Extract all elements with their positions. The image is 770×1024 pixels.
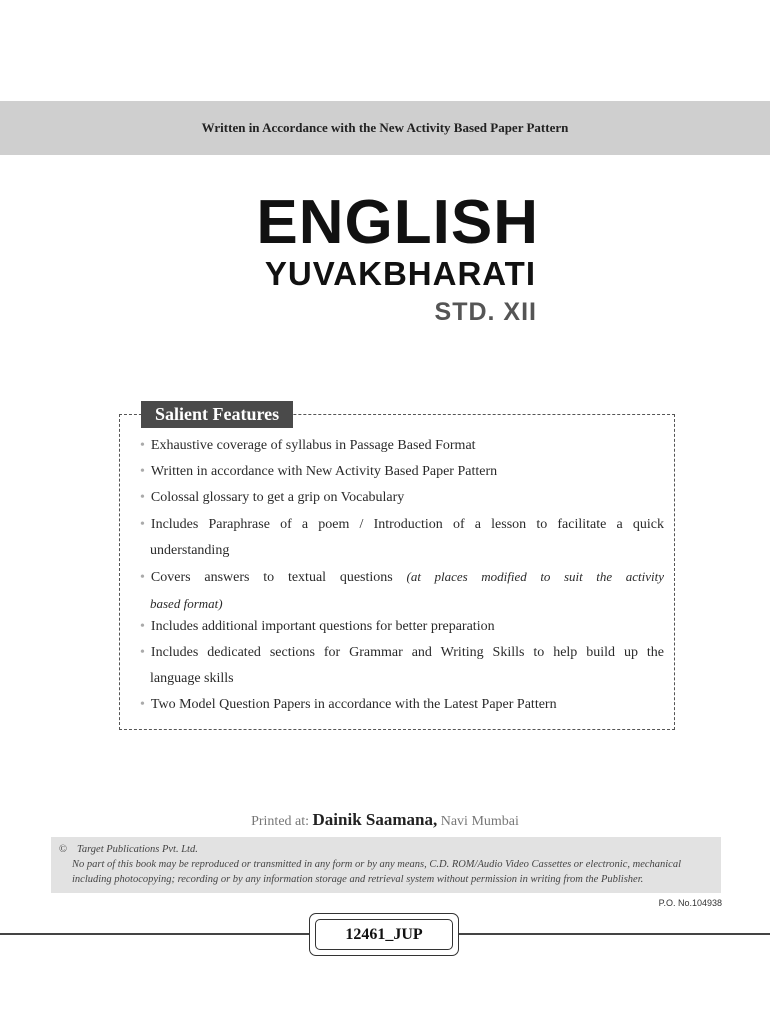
divider <box>0 933 309 935</box>
features-heading: Salient Features <box>141 401 293 428</box>
feature-item: • Colossal glossary to get a grip on Vocabulary <box>140 490 405 505</box>
press-name: Dainik Saamana, <box>312 810 438 829</box>
book-subtitle: YUVAKBHARATI <box>264 255 536 292</box>
feature-item: • Includes additional important questions for better preparation <box>140 619 495 634</box>
feature-item: • Covers answers to textual questions (at places modified to suit the activity based format) <box>140 569 664 611</box>
copyright-notice <box>51 837 721 893</box>
publisher-name: Target Publications Pvt. Ltd. <box>76 844 198 855</box>
copyright-line: No part of this book may be reproduced or transmitted in any form or by any means, C.D. ROM/Audio Video Cassettes or electronic, mechanical <box>72 859 682 870</box>
feature-item: • Exhaustive coverage of syllabus in Passage Based Format <box>140 438 476 453</box>
book-code-box <box>309 913 459 956</box>
bullet-icon: • <box>140 517 145 532</box>
bullet-icon: • <box>140 464 145 479</box>
printed-label: Printed at: <box>251 814 310 829</box>
feature-item: • Includes dedicated sections for Grammar and Writing Skills to help build up the language skills <box>140 645 664 686</box>
book-standard: STD. XII <box>434 298 537 326</box>
bullet-icon: • <box>140 697 145 712</box>
divider <box>459 933 770 935</box>
feature-item: • Includes Paraphrase of a poem / Introduction of a lesson to facilitate a quick understanding <box>140 517 664 558</box>
copyright-icon: © <box>59 844 67 855</box>
press-place: Navi Mumbai <box>440 814 519 829</box>
header-band <box>0 101 770 155</box>
book-code: 12461_JUP <box>315 919 453 950</box>
bullet-icon: • <box>140 645 145 660</box>
book-title: ENGLISH <box>256 188 539 257</box>
bullet-icon: • <box>140 570 145 585</box>
feature-item: • Two Model Question Papers in accordance with the Latest Paper Pattern <box>140 697 557 712</box>
printed-at <box>0 810 770 830</box>
po-number: P.O. No.104938 <box>658 898 722 908</box>
bullet-icon: • <box>140 619 145 634</box>
bullet-icon: • <box>140 438 145 453</box>
copyright-line: including photocopying; recording or by any information storage and retrieval system without permission in writing from the Publisher. <box>72 874 644 885</box>
bullet-icon: • <box>140 490 145 505</box>
header-band-text: Written in Accordance with the New Activity Based Paper Pattern <box>201 120 569 135</box>
feature-item: • Written in accordance with New Activity Based Paper Pattern <box>140 464 498 479</box>
